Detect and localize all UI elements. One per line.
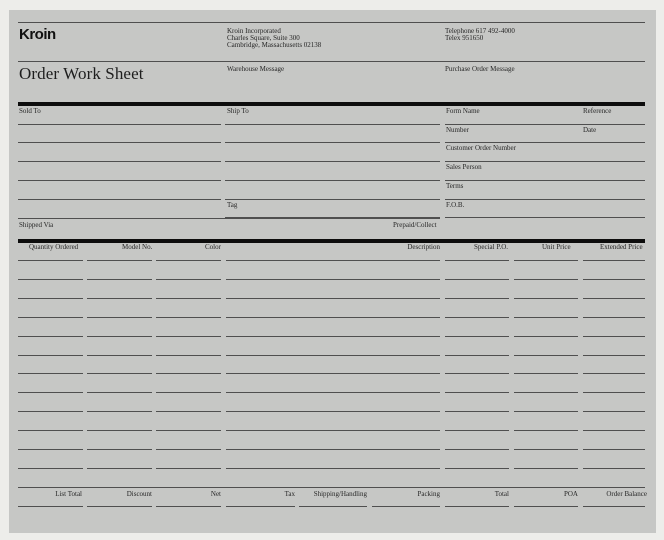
item-row-cell[interactable] [18, 468, 83, 469]
total-packing: Packing [417, 490, 440, 498]
item-row-cell[interactable] [87, 392, 152, 393]
date-label: Date [583, 126, 597, 134]
item-row-cell[interactable] [514, 260, 578, 261]
item-row-cell[interactable] [156, 317, 221, 318]
item-row-cell[interactable] [226, 355, 440, 356]
sold-to-line[interactable] [18, 161, 221, 162]
item-row-cell[interactable] [445, 355, 509, 356]
order-info-line[interactable] [445, 161, 645, 162]
item-row-cell[interactable] [18, 298, 83, 299]
sold-to-line[interactable] [18, 199, 221, 200]
item-row-cell[interactable] [514, 430, 578, 431]
sold-to-line[interactable] [18, 124, 221, 125]
total-total: Total [494, 490, 509, 498]
total-field-line[interactable] [18, 506, 83, 507]
item-row-cell[interactable] [583, 392, 645, 393]
item-row-cell[interactable] [87, 449, 152, 450]
item-row-cell[interactable] [445, 392, 509, 393]
item-row-cell[interactable] [18, 279, 83, 280]
item-row-cell[interactable] [226, 373, 440, 374]
section-divider [18, 102, 645, 106]
item-row-cell[interactable] [226, 411, 440, 412]
total-field-line[interactable] [226, 506, 295, 507]
ship-to-line[interactable] [225, 180, 440, 181]
header-rule [18, 61, 645, 62]
item-row-cell[interactable] [445, 336, 509, 337]
item-row-cell[interactable] [156, 260, 221, 261]
reference-label: Reference [583, 107, 612, 115]
item-row-cell[interactable] [87, 468, 152, 469]
sold-to-line[interactable] [18, 180, 221, 181]
item-row-cell[interactable] [87, 336, 152, 337]
top-rule [18, 22, 645, 23]
item-row-cell[interactable] [18, 411, 83, 412]
sales-person-label: Sales Person [446, 163, 482, 171]
ship-to-line[interactable] [225, 124, 440, 125]
company-name: Kroin Incorporated [227, 27, 281, 35]
item-row-cell[interactable] [156, 411, 221, 412]
item-row-cell[interactable] [156, 449, 221, 450]
item-row-cell[interactable] [156, 336, 221, 337]
order-work-sheet [9, 10, 656, 533]
item-row-cell[interactable] [87, 373, 152, 374]
totals-top-rule [18, 487, 645, 488]
col-model-no: Model No. [122, 243, 153, 251]
item-row-cell[interactable] [445, 468, 509, 469]
total-field-line[interactable] [445, 506, 509, 507]
col-quantity-ordered: Quantity Ordered [29, 243, 79, 251]
item-row-cell[interactable] [18, 430, 83, 431]
item-row-cell[interactable] [583, 449, 645, 450]
prepaid-collect-label: Prepaid/Collect [393, 221, 437, 229]
item-row-cell[interactable] [87, 317, 152, 318]
item-row-cell[interactable] [514, 411, 578, 412]
company-telex: Telex 951650 [445, 34, 484, 42]
item-row-cell[interactable] [18, 392, 83, 393]
item-row-cell[interactable] [514, 355, 578, 356]
item-row-cell[interactable] [514, 317, 578, 318]
order-info-line[interactable] [445, 199, 645, 200]
item-row-cell[interactable] [18, 317, 83, 318]
shipped-via-line[interactable] [18, 218, 440, 219]
item-row-cell[interactable] [156, 355, 221, 356]
total-field-line[interactable] [87, 506, 152, 507]
item-row-cell[interactable] [583, 298, 645, 299]
item-row-cell[interactable] [18, 355, 83, 356]
ship-to-line[interactable] [225, 199, 440, 200]
item-row-cell[interactable] [514, 449, 578, 450]
total-field-line[interactable] [583, 506, 645, 507]
item-row-cell[interactable] [583, 355, 645, 356]
ship-to-label: Ship To [227, 107, 249, 115]
item-row-cell[interactable] [87, 430, 152, 431]
item-row-cell[interactable] [514, 279, 578, 280]
ship-to-line[interactable] [225, 142, 440, 143]
item-row-cell[interactable] [226, 449, 440, 450]
item-row-cell[interactable] [445, 279, 509, 280]
item-row-cell[interactable] [226, 430, 440, 431]
sold-to-line[interactable] [18, 142, 221, 143]
item-row-cell[interactable] [156, 373, 221, 374]
item-row-cell[interactable] [583, 411, 645, 412]
item-row-cell[interactable] [445, 430, 509, 431]
item-row-cell[interactable] [445, 411, 509, 412]
item-row-cell[interactable] [445, 317, 509, 318]
col-special-po: Special P.O. [474, 243, 509, 251]
ship-to-line[interactable] [225, 161, 440, 162]
total-shipping-handling: Shipping/Handling [313, 490, 367, 498]
total-discount: Discount [126, 490, 152, 498]
total-tax: Tax [284, 490, 295, 498]
form-title: Order Work Sheet [19, 64, 144, 83]
item-row-cell[interactable] [156, 430, 221, 431]
order-info-line[interactable] [445, 180, 645, 181]
item-row-cell[interactable] [583, 260, 645, 261]
item-row-cell[interactable] [226, 392, 440, 393]
total-field-line[interactable] [156, 506, 221, 507]
terms-label: Terms [446, 182, 464, 190]
item-row-cell[interactable] [87, 355, 152, 356]
item-row-cell[interactable] [583, 468, 645, 469]
item-row-cell[interactable] [226, 260, 440, 261]
purchase-order-message-label: Purchase Order Message [445, 65, 515, 73]
warehouse-message-label: Warehouse Message [227, 65, 285, 73]
item-row-cell[interactable] [18, 449, 83, 450]
shipped-via-label: Shipped Via [19, 221, 54, 229]
fob-label: F.O.B. [446, 201, 465, 209]
item-row-cell[interactable] [156, 298, 221, 299]
fob-line[interactable] [445, 217, 645, 218]
item-row-cell[interactable] [514, 392, 578, 393]
item-row-cell[interactable] [583, 430, 645, 431]
col-color: Color [205, 243, 221, 251]
item-row-cell[interactable] [514, 298, 578, 299]
item-row-cell[interactable] [87, 298, 152, 299]
customer-order-number-label: Customer Order Number [446, 144, 516, 152]
form-name-label: Form Name [446, 107, 480, 115]
order-info-line[interactable] [445, 142, 645, 143]
sold-to-label: Sold To [19, 107, 41, 115]
total-field-line[interactable] [299, 506, 367, 507]
item-row-cell[interactable] [156, 468, 221, 469]
company-city: Cambridge, Massachusetts 02138 [227, 41, 322, 49]
item-row-cell[interactable] [583, 336, 645, 337]
order-info-line[interactable] [445, 124, 645, 125]
company-street: Charles Square, Suite 300 [227, 34, 300, 42]
item-row-cell[interactable] [18, 260, 83, 261]
item-row-cell[interactable] [226, 468, 440, 469]
company-logo: Kroin [19, 26, 56, 43]
item-row-cell[interactable] [583, 373, 645, 374]
item-row-cell[interactable] [87, 411, 152, 412]
total-field-line[interactable] [514, 506, 578, 507]
item-row-cell[interactable] [445, 298, 509, 299]
number-label: Number [446, 126, 469, 134]
item-row-cell[interactable] [18, 336, 83, 337]
item-row-cell[interactable] [583, 317, 645, 318]
total-net: Net [210, 490, 221, 498]
col-unit-price: Unit Price [542, 243, 571, 251]
col-extended-price: Extended Price [600, 243, 643, 251]
item-row-cell[interactable] [87, 279, 152, 280]
total-list-total: List Total [55, 490, 82, 498]
item-row-cell[interactable] [226, 317, 440, 318]
col-description: Description [407, 243, 440, 251]
item-row-cell[interactable] [156, 279, 221, 280]
item-row-cell[interactable] [226, 279, 440, 280]
item-row-cell[interactable] [445, 449, 509, 450]
total-order-balance: Order Balance [606, 490, 647, 498]
total-poa: POA [563, 490, 578, 498]
tag-label: Tag [227, 201, 238, 209]
item-row-cell[interactable] [156, 392, 221, 393]
item-row-cell[interactable] [87, 260, 152, 261]
company-telephone: Telephone 617 492-4000 [445, 27, 515, 35]
item-row-cell[interactable] [445, 260, 509, 261]
item-row-cell[interactable] [514, 468, 578, 469]
item-row-cell[interactable] [445, 373, 509, 374]
item-row-cell[interactable] [514, 336, 578, 337]
item-row-cell[interactable] [18, 373, 83, 374]
item-row-cell[interactable] [226, 336, 440, 337]
total-field-line[interactable] [372, 506, 440, 507]
item-row-cell[interactable] [583, 279, 645, 280]
item-row-cell[interactable] [226, 298, 440, 299]
item-row-cell[interactable] [514, 373, 578, 374]
